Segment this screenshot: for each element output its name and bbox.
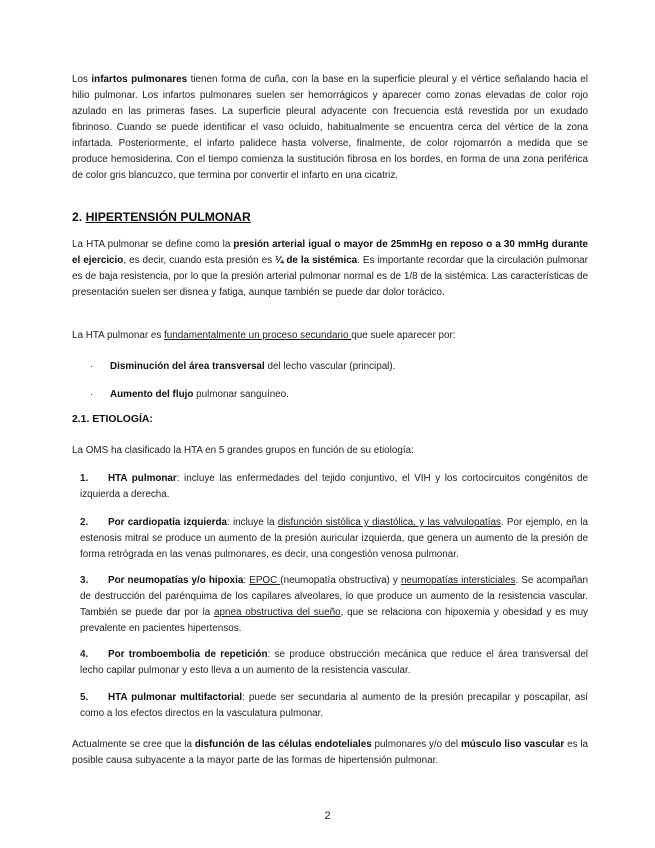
intro-paragraph: Los infartos pulmonares tienen forma de cuña, con la base en la superficie pleural y el vértice señalando hacia el hilio pulmonar. Los infartos pulmonares suelen ser hemorrágicos y aparecer como zonas elevadas de color rojo azulado en las primeras fases. La superficie pleural adyacente con frecuencia está revestida por un exudado fibrinoso. Cuando se puede identificar el vaso ocluido, habitualmente se encuentra cerca del vértice de la zona infartada. Posteriormente, el infarto palidece hasta volverse, finalmente, de color rojomarrón a medida que se produce hemosiderina. Con el tiempo comienza la sustitución fibrosa en los bordes, en forma de una zona periférica de color gris blancuzco, que termina por convertir el infarto en una cicatriz.	[72, 74, 588, 181]
list-item: 2. Por cardiopatía izquierda: incluye la disfunción sistólica y diastólica, y las valvulopatías. Por ejemplo, en la estenosis mitral se produce un aumento de la presión auricular izquierda, que genera un aumento de la presión de forma retrógrada en las venas pulmonares, es decir, una congestión venosa pulmonar.	[80, 517, 588, 560]
section-heading-hipertension: 2. HIPERTENSIÓN PULMONAR	[72, 210, 251, 224]
hta-secondary-paragraph: La HTA pulmonar es fundamentalmente un proceso secundario que suele aparecer por:	[72, 330, 456, 341]
bullet-item: · Disminución del área transversal del lecho vascular (principal).	[90, 361, 396, 372]
closing-paragraph: Actualmente se cree que la disfunción de las células endoteliales pulmonares y/o del músculo liso vascular es la posible causa subyacente a la mayor parte de las formas de hipertensión pulmonar.	[72, 739, 589, 766]
list-item: 3. Por neumopatías y/o hipoxia: EPOC (neumopatía obstructiva) y neumopatías intersticiales. Se acompañan de destrucción del parénquima de los capilares alveolares, lo que produce un aumento de la resistencia vascular. También se puede dar por la apnea obstructiva del sueño, que se relaciona con hipoxemia y obesidad y es muy prevalente en pacientes hipertensos.	[80, 575, 589, 634]
page-number: 2	[324, 810, 331, 822]
bullet-item: · Aumento del flujo pulmonar sanguíneo.	[90, 389, 289, 400]
list-item: 4. Por tromboembolia de repetición: se produce obstrucción mecánica que reduce el área transversal del lecho capilar pulmonar y esto lleva a un aumento de la resistencia vascular.	[80, 649, 589, 676]
list-item: 1. HTA pulmonar: incluye las enfermedades del tejido conjuntivo, el VIH y los cortocircuitos congénitos de izquierda a derecha.	[80, 473, 588, 500]
oms-paragraph: La OMS ha clasificado la HTA en 5 grandes grupos en función de su etiología:	[72, 445, 414, 456]
hta-definition-paragraph: La HTA pulmonar se define como la presión arterial igual o mayor de 25mmHg en reposo o a 30 mmHg durante el ejercicio, es decir, cuando esta presión es ¼ de la sistémica. Es importante recordar que la circulación pulmonar es de baja resistencia, por lo que la presión arterial pulmonar normal es de 1/8 de la sistémica. Las características de presentación suelen ser disnea y fatiga, aunque también se puede dar dolor torácico.	[72, 239, 589, 298]
intro-bold-term: infartos pulmonares	[91, 74, 188, 85]
subsection-heading-etiologia: 2.1. ETIOLOGÍA:	[72, 414, 153, 425]
list-item: 5. HTA pulmonar multifactorial: puede ser secundaria al aumento de la presión precapilar y poscapilar, así como a los efectos directos en la vasculatura pulmonar.	[80, 692, 589, 719]
